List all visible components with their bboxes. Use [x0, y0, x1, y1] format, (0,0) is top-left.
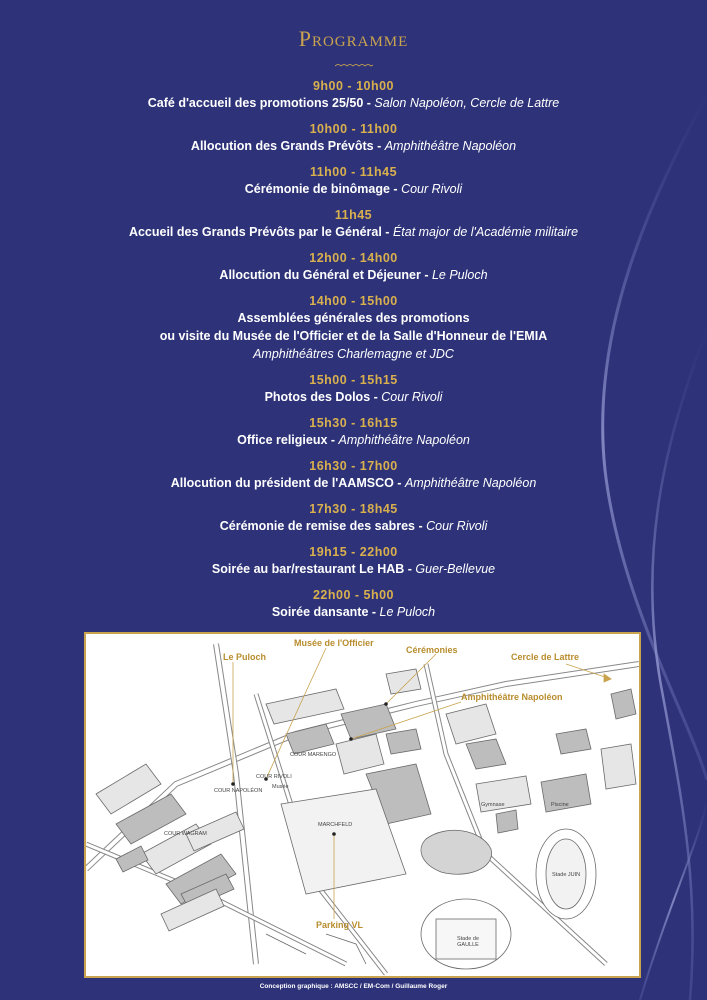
event-time: 12h00 - 14h00 [309, 251, 398, 265]
event-location: Amphithéâtre Napoléon [404, 476, 537, 490]
map-street: Gymnase [481, 802, 505, 808]
event-location: Cour Rivoli [381, 390, 443, 404]
event-location: Cour Rivoli [426, 519, 488, 533]
event-title: Allocution du président de l'AAMSCO - [170, 476, 405, 490]
event-title: Allocution du Général et Déjeuner - [219, 268, 432, 282]
event-title: Cérémonie de remise des sabres - [219, 519, 427, 533]
schedule-item [60, 415, 647, 449]
event-time: 11h45 [334, 208, 373, 222]
event-desc [60, 431, 647, 449]
event-location: Amphithéâtre Napoléon [384, 139, 517, 153]
schedule [60, 78, 647, 630]
campus-map [84, 632, 641, 978]
schedule-item [60, 587, 647, 621]
event-title: Soirée dansante - [271, 605, 380, 619]
event-desc [60, 266, 647, 284]
map-street: COUR RIVOLI [256, 774, 292, 780]
schedule-item [60, 250, 647, 284]
page-title: Programme [298, 26, 409, 51]
event-location: Amphithéâtre Napoléon [338, 433, 470, 447]
event-time: 19h15 - 22h00 [309, 545, 398, 559]
event-title: Allocution des Grands Prévôts - [190, 139, 385, 153]
map-street: COUR WAGRAM [164, 831, 207, 837]
map-label-ceremonies: Cérémonies [406, 645, 458, 655]
schedule-item [60, 207, 647, 241]
event-desc [60, 223, 647, 241]
map-label-musee: Musée de l'Officier [294, 638, 374, 648]
map-street: MARCHFELD [318, 822, 353, 828]
event-desc [60, 137, 647, 155]
event-location: Cour Rivoli [401, 182, 463, 196]
event-location: Amphithéâtres Charlemagne et JDC [253, 347, 454, 361]
schedule-item [60, 164, 647, 198]
event-desc [60, 388, 647, 406]
event-time: 15h30 - 16h15 [309, 416, 398, 430]
map-label-cercle: Cercle de Lattre [511, 652, 580, 662]
schedule-item [60, 78, 647, 112]
map-street: COUR MARENGO [290, 752, 337, 758]
credit-line: Conception graphique : AMSCC / EM-Com / Guillaume Roger [259, 983, 448, 990]
map-label-puloch: Le Puloch [223, 652, 267, 662]
event-time: 16h30 - 17h00 [309, 459, 398, 473]
event-desc [60, 603, 647, 621]
event-time: 15h00 - 15h15 [309, 373, 398, 387]
event-title: Soirée au bar/restaurant Le HAB - [211, 562, 416, 576]
event-title: Cérémonie de binômage - [244, 182, 402, 196]
schedule-item [60, 501, 647, 535]
event-time: 10h00 - 11h00 [309, 122, 398, 136]
map-street: Stade JUIN [552, 872, 581, 878]
schedule-item [60, 458, 647, 492]
schedule-item [60, 544, 647, 578]
map-street: COUR NAPOLÉON [214, 788, 263, 794]
map-street: Piscine [551, 802, 569, 808]
event-time: 14h00 - 15h00 [309, 294, 398, 308]
event-time: 17h30 - 18h45 [309, 502, 398, 516]
event-desc [60, 94, 647, 112]
event-desc: Assemblées générales des promotions [237, 311, 470, 325]
event-title: Café d'accueil des promotions 25/50 - [147, 96, 375, 110]
map-street: Stade de GAULLE [456, 936, 480, 948]
schedule-item [60, 293, 647, 363]
event-location: État major de l'Académie militaire [392, 225, 579, 239]
event-location: Le Puloch [379, 605, 436, 619]
event-location: Salon Napoléon, Cercle de Lattre [374, 96, 560, 110]
event-title: Office religieux - [237, 433, 339, 447]
event-location: Guer-Bellevue [415, 562, 496, 576]
map-label-parking: Parking VL [316, 920, 364, 930]
schedule-item [60, 372, 647, 406]
event-desc-location [60, 345, 647, 363]
event-time: 22h00 - 5h00 [312, 588, 395, 602]
event-desc-secondary: ou visite du Musée de l'Officier et de la Salle d'Honneur de l'EMIA [159, 329, 548, 343]
event-time: 9h00 - 10h00 [312, 79, 395, 93]
event-time: 11h00 - 11h45 [309, 165, 398, 179]
event-location: Le Puloch [431, 268, 488, 282]
event-title: Accueil des Grands Prévôts par le Général - [128, 225, 393, 239]
title-ornament [335, 64, 373, 68]
schedule-item [60, 121, 647, 155]
event-title: Photos des Dolos - [264, 390, 382, 404]
event-desc [60, 180, 647, 198]
event-desc [60, 560, 647, 578]
event-desc [60, 474, 647, 492]
event-desc [60, 517, 647, 535]
map-label-amphi: Amphithéâtre Napoléon [461, 692, 563, 702]
map-street: Musée [272, 784, 289, 790]
